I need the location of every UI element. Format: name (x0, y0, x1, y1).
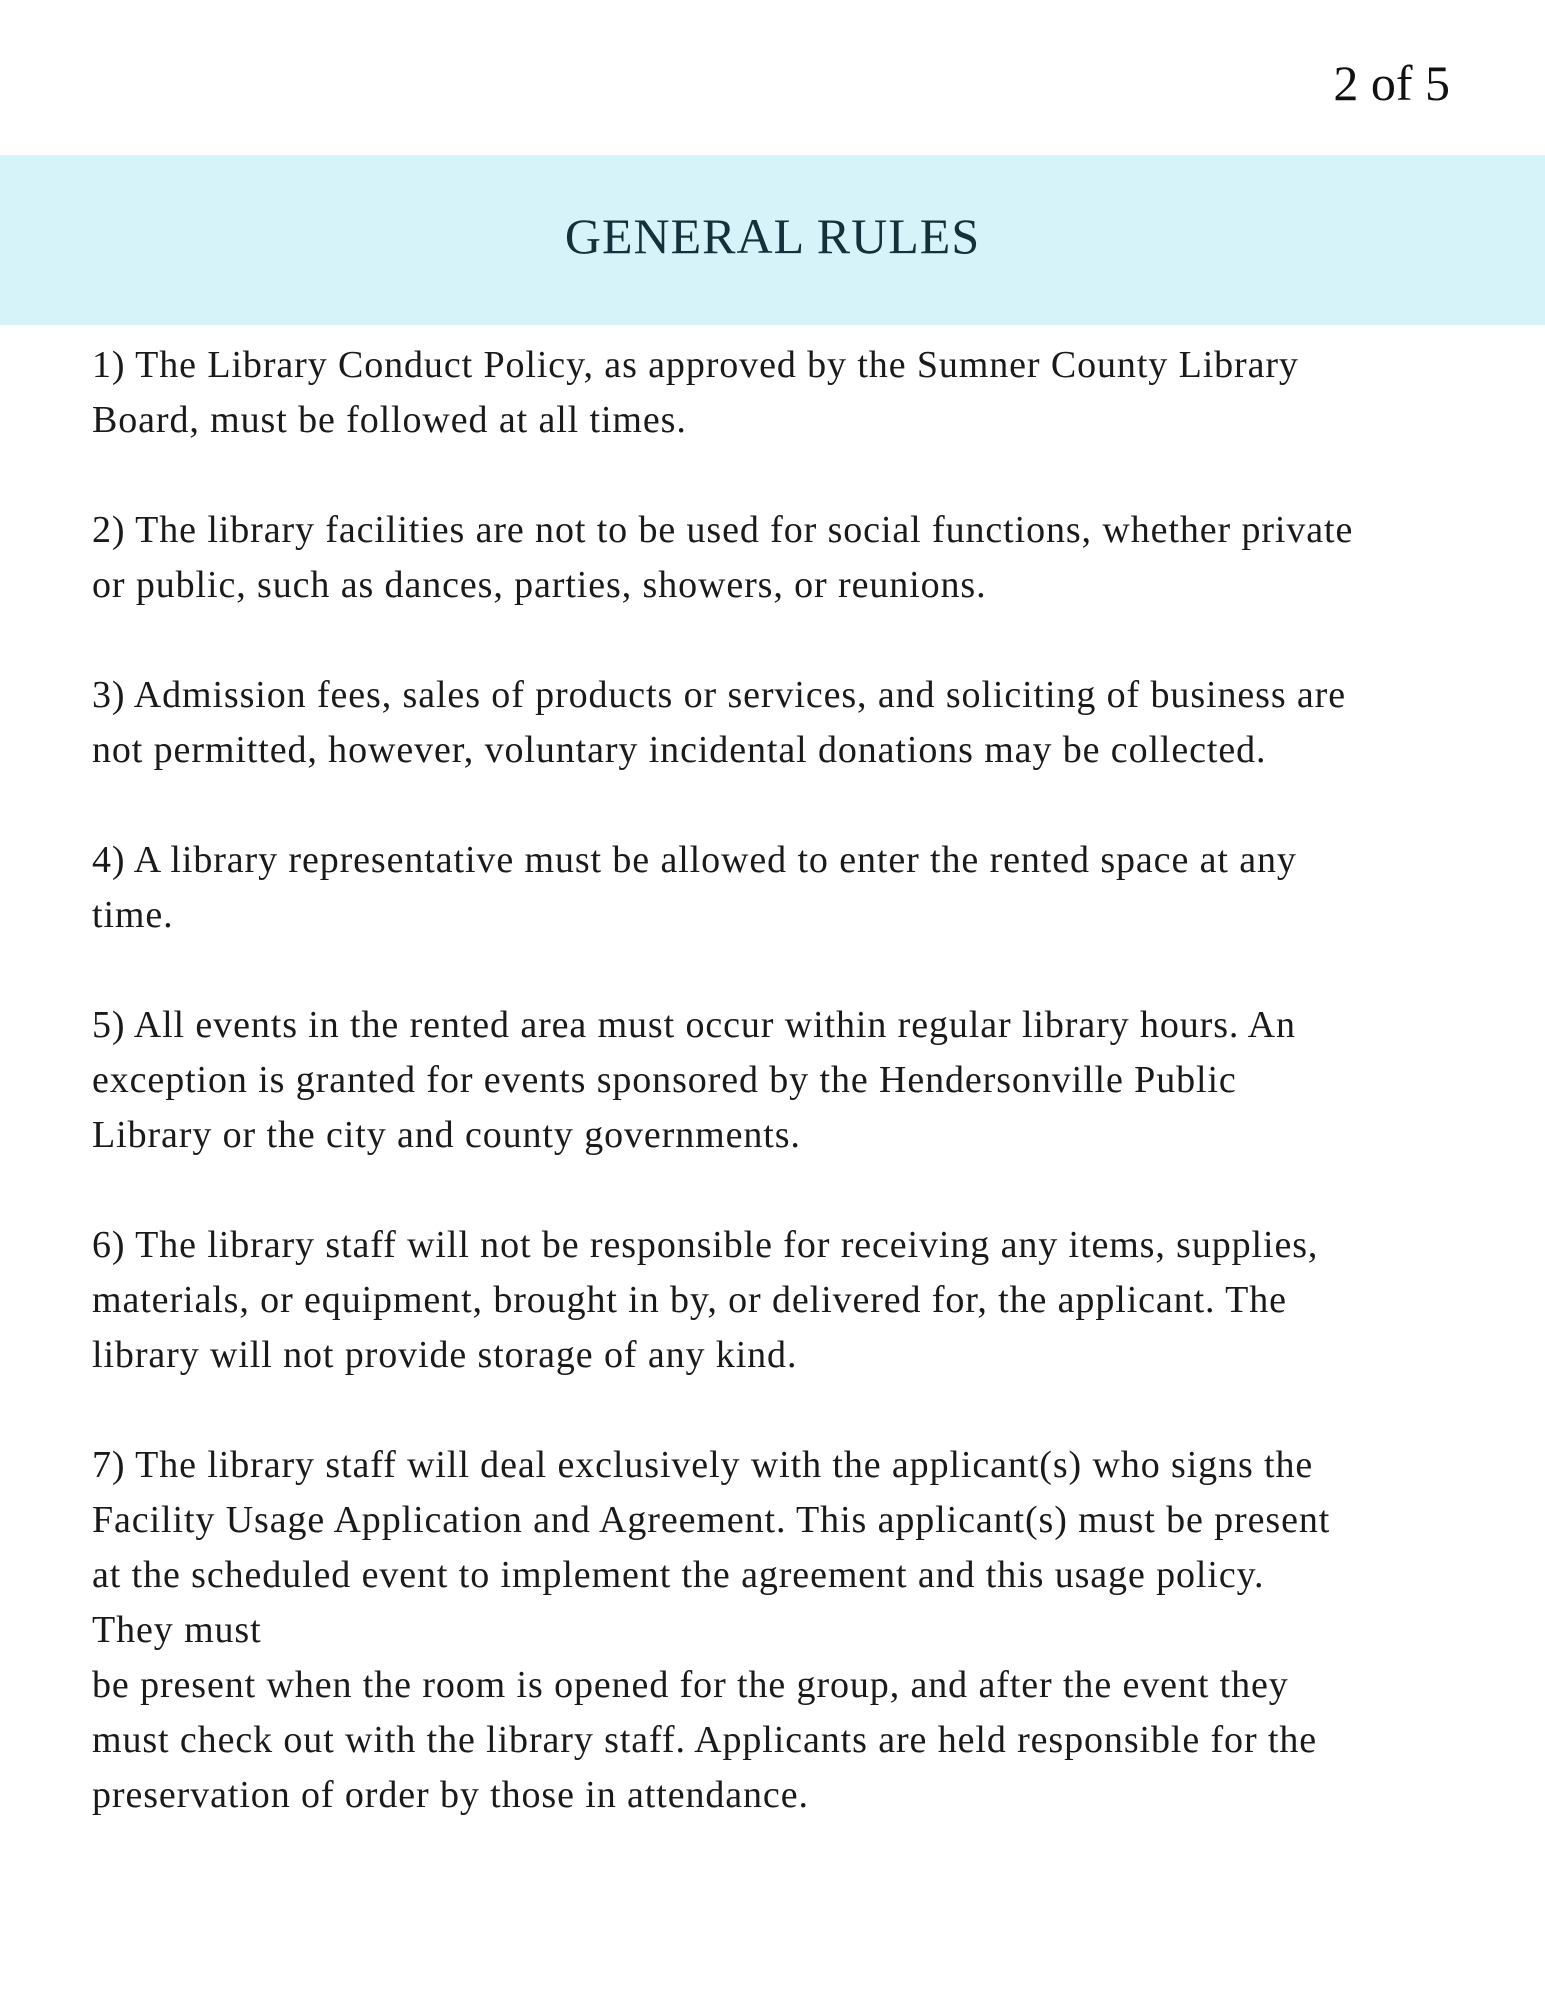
rule-text-line: They must (92, 1609, 262, 1651)
rule-text-line: Facility Usage Application and Agreement. This applicant(s) must be present (92, 1499, 1331, 1541)
rule-text-line: materials, or equipment, brought in by, or delivered for, the applicant. The (92, 1279, 1287, 1321)
rule-item-5 (92, 998, 1462, 1163)
rule-text-line: 4) A library representative must be allowed to enter the rented space at any (92, 839, 1297, 881)
rule-item-7 (92, 1438, 1462, 1823)
rule-text-line: 5) All events in the rented area must occur within regular library hours. An (92, 1004, 1296, 1046)
section-title: GENERAL RULES (564, 208, 981, 264)
rule-text-line: at the scheduled event to implement the agreement and this usage policy. (92, 1554, 1265, 1596)
rule-text-line: be present when the room is opened for the group, and after the event they (92, 1664, 1289, 1706)
rule-text-line: Board, must be followed at all times. (92, 399, 687, 441)
rule-item-4 (92, 833, 1462, 943)
rule-text-line: 6) The library staff will not be responsible for receiving any items, supplies, (92, 1224, 1319, 1266)
rule-item-1 (92, 338, 1462, 448)
rule-text-line: time. (92, 894, 174, 936)
rule-text-line: not permitted, however, voluntary incidental donations may be collected. (92, 729, 1267, 771)
rule-text-line: preservation of order by those in attendance. (92, 1774, 809, 1816)
rule-text-line: Library or the city and county governments. (92, 1114, 801, 1156)
rule-text-line: 7) The library staff will deal exclusively with the applicant(s) who signs the (92, 1444, 1314, 1486)
rule-text-line: 1) The Library Conduct Policy, as approved by the Sumner County Library (92, 344, 1299, 386)
rule-item-6 (92, 1218, 1462, 1383)
rule-item-2 (92, 503, 1462, 613)
rule-item-3 (92, 668, 1462, 778)
rule-text-line: 2) The library facilities are not to be used for social functions, whether private (92, 509, 1354, 551)
rule-text-line: exception is granted for events sponsored by the Hendersonville Public (92, 1059, 1237, 1101)
rule-text-line: 3) Admission fees, sales of products or services, and soliciting of business are (92, 674, 1346, 716)
rule-text-line: must check out with the library staff. Applicants are held responsible for the (92, 1719, 1318, 1761)
rule-text-line: or public, such as dances, parties, showers, or reunions. (92, 564, 987, 606)
rule-text-line: library will not provide storage of any kind. (92, 1334, 798, 1376)
page-number: 2 of 5 (1333, 55, 1450, 111)
rules-list (92, 338, 1462, 1823)
